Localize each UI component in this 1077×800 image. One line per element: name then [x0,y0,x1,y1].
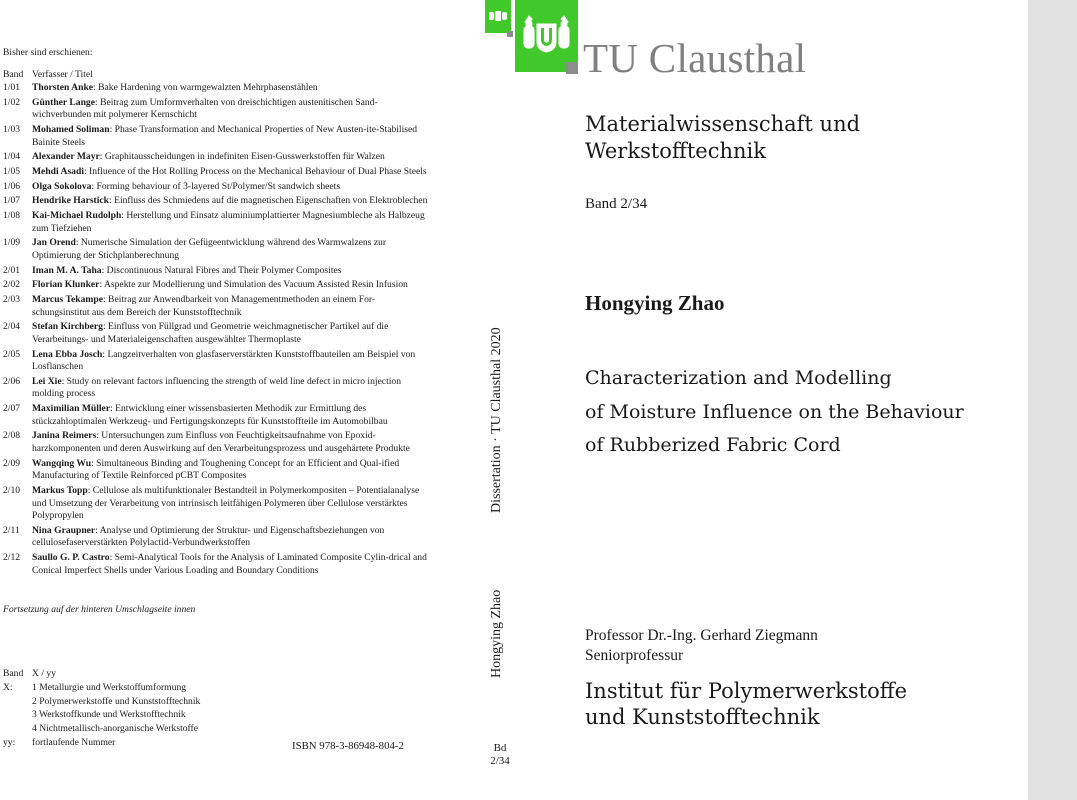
volume-title: : Forming behaviour of 3-layered St/Polymer/St sandwich sheets [91,180,341,192]
volume-author: Florian Klunker [32,279,100,291]
institute-line-2: und Kunststofftechnik [585,705,820,729]
volume-author: Stefan Kirchberg [32,321,103,333]
spine-bd-label: Bd [493,742,507,754]
list-item [3,525,428,550]
volume-title: : Entwicklung einer wissensbasierten Methodik zur Ermittlung des stückzahloptimalen Werkzeug- und Fertigungskonzepts für Kunststoffteile im Automobilbau [32,403,388,427]
key-label: X: [3,681,13,693]
title-line-3: of Rubberized Fabric Cord [585,434,841,456]
volume-number: 2/12 [3,552,21,564]
list-item [3,321,428,346]
list-item [3,552,428,577]
list-item [3,294,428,319]
volume-author: Günther Lange [32,96,95,108]
volume-number: 2/09 [3,457,21,469]
volume-title: : Bake Hardening von warmgewalzten Mehrphasenstählen [93,82,318,93]
list-item [3,195,428,208]
list-item [3,349,428,374]
volume-number: 1/02 [3,96,21,108]
list-item [3,458,428,483]
volume-author: Alexander Mayr [32,151,100,163]
list-item [3,376,428,401]
list-item [3,430,428,455]
volume-title: : Numerische Simulation der Gefügeentwicklung während des Warmwalzens zur Optimierung der Stichplanberechnung [32,237,387,261]
list-item [3,265,428,278]
professor-name: Professor Dr.-Ing. Gerhard Ziegmann [585,627,818,644]
list-item [3,166,428,179]
key-label: Band [3,668,24,679]
key-value: 4 Nichtmetallisch-anorganische Werkstoffe [32,723,199,735]
volume-number: 1/08 [3,210,21,221]
continuation-note: Fortsetzung auf der hinteren Umschlagseite innen [3,604,196,615]
key-row [3,723,433,737]
key-label: yy: [3,736,16,748]
professor-role: Seniorprofessur [585,647,684,664]
volume-author: Mehdi Asadi [32,165,84,177]
volume-number: 2/10 [3,484,21,496]
list-item [3,124,428,149]
volume-number: 2/04 [3,321,21,333]
volume-number: 2/01 [3,264,21,276]
volume-author: Marcus Tekampe [32,293,103,305]
volume-title: : Einfluss des Schmiedens auf die magnetischen Eigenschaften von Elektroblechen [109,195,428,207]
header-band: Band [3,69,24,80]
list-item [3,82,428,95]
volume-title: : Analyse und Optimierung der Struktur- und Eigenschaftsbeziehungen von cellulosefaserverstärkten Polylactid-Verbundwerkstoffen [32,524,385,549]
list-item [3,485,428,523]
title-line-1: Characterization and Modelling [585,367,892,389]
volume-author: Wangqing Wu [32,457,92,469]
logo-small-square [485,0,511,33]
volume-number: 2/06 [3,375,21,387]
institute-line-1: Institut für Polymerwerkstoffe [585,679,908,703]
volume-number: 2/07 [3,403,21,415]
volume-title: : Influence of the Hot Rolling Process on the Mechanical Behaviour of Dual Phase Steels [83,165,427,177]
list-item [3,151,428,164]
volume-number: 2/03 [3,293,21,305]
volume-author: Hendrike Harstick [32,195,110,207]
volume-number: 1/04 [3,151,21,163]
author-name: Hongying Zhao [585,291,725,315]
viewer-background-strip [1028,0,1077,800]
volume-author: Thorsten Anke [32,82,94,93]
volume-author: Markus Topp [32,484,88,496]
key-value: 1 Metallurgie und Werkstoffumformung [32,681,187,693]
volume-number: 1/06 [3,180,21,192]
spine-bd-number: 2/34 [490,755,510,767]
volume-number: 2/05 [3,348,21,360]
spine-dissertation-text: Dissertation · TU Clausthal 2020 [489,327,504,513]
band-number: Band 2/34 [585,196,648,212]
institute [585,678,907,730]
back-cover [0,0,440,800]
series-title [585,111,860,165]
volume-title: : Simultaneous Binding and Toughening Concept for an Efficient and Qual-ified Manufacturing of Textile Reinforced pCBT Composites [32,457,400,482]
supervisor [585,626,818,666]
volume-title: : Beitrag zum Umformverhalten von dreischichtigen austenitischen Sand-wichverbunden mit polymerer Kernschicht [32,96,378,121]
spine-band [480,742,520,768]
volume-number: 1/03 [3,123,21,135]
volume-author: Olga Sokolova [32,180,92,192]
volume-author: Lena Ebba Josch [32,348,103,360]
volume-title: : Discontinuous Natural Fibres and Their Polymer Composites [101,264,342,276]
volume-title: : Aspekte zur Modellierung und Simulation des Vacuum Assisted Resin Infusion [99,279,408,291]
volume-number: 1/05 [3,165,21,177]
logo-gray-square [566,62,578,74]
volume-title: : Cellulose als multifunktionaler Bestandteil in Polymerkompositen – Potentialanalyse und Umsetzung der Verarbeitung von intrinsisch leitfähigen Polymeren über Cellulose verstärktes Polypropylen [32,484,420,522]
volume-title: : Einfluss von Füllgrad und Geometrie weichmagnetischer Partikel auf die Verarbeitungs- und Materialeigenschaften ausgewählter Thermoplaste [32,321,389,345]
key-row [3,696,433,710]
volume-number: 1/09 [3,237,21,249]
volume-author: Nina Graupner [32,524,96,536]
logo-small-gray-square [507,31,513,37]
volume-author: Mohamed Soliman [32,123,110,135]
volume-title: : Beitrag zur Anwendbarkeit von Managementmethoden an einem For-schungsinstitut aus dem Bereich der Kunststofftechnik [32,293,376,318]
volume-title: : Study on relevant factors influencing the strength of weld line defect in micro injection molding process [32,375,401,400]
volume-author: Maximilian Müller [32,403,111,415]
spine-author: Hongying Zhao [489,589,504,678]
intro-text: Bisher sind erschienen: [3,47,93,58]
list-item [3,97,428,122]
brand-name: TU Clausthal [583,35,807,81]
volume-list [3,82,428,579]
title-line-2: of Moisture Influence on the Behaviour [585,400,964,423]
volume-title: : Herstellung und Einsatz aluminiumplattierter Magnesiumbleche als Halbzeug zum Tiefziehen [32,210,425,234]
volume-title: : Semi-Analytical Tools for the Analysis of Laminated Composite Cylin-drical and Conical Imperfect Shells under Various Loading and Boundary Conditions [32,552,427,576]
coat-of-arms-small-icon [485,0,511,33]
key-value: 3 Werkstoffkunde und Werkstofftechnik [32,709,186,721]
volume-author: Saullo G. P. Castro [32,552,110,564]
series-line-2: Werkstofftechnik [585,139,766,163]
volume-title: : Phase Transformation and Mechanical Properties of New Austen-ite-Stabilised Bainite Steels [32,123,418,148]
series-line-1: Materialwissenschaft und [585,112,861,136]
header-authors-title: Verfasser / Titel [32,69,93,80]
volume-author: Janina Reimers [32,430,97,442]
key-value: fortlaufende Nummer [32,736,116,748]
volume-author: Lei Xie [32,375,62,387]
band-key [3,668,433,751]
volume-title: : Langzeitverhalten von glasfaserverstärkten Kunststoffbauteilen am Beispiel von Losflanschen [32,348,416,373]
volume-number: 1/01 [3,82,21,93]
key-row [3,682,433,696]
volume-number: 2/11 [3,524,20,536]
list-item [3,210,428,235]
volume-author: Iman M. A. Taha [32,264,102,276]
list-item [3,181,428,194]
key-value: X / yy [32,668,56,679]
volume-number: 1/07 [3,195,21,207]
list-item [3,279,428,292]
key-row [3,709,433,723]
list-item [3,237,428,262]
key-value: 2 Polymerwerkstoffe und Kunststofftechnik [32,695,201,707]
thesis-title [585,362,964,463]
volume-number: 2/02 [3,279,21,291]
volume-title: : Untersuchungen zum Einfluss von Feuchtigkeitsaufnahme von Epoxid-harzkomponenten und deren Auswirkung auf den Verarbeitungsprozess und ausgehärtete Produkte [32,430,410,454]
key-row [3,668,433,682]
isbn: ISBN 978-3-86948-804-2 [292,740,404,752]
volume-author: Jan Orend [32,237,76,249]
list-item [3,403,428,428]
volume-title: : Graphitausscheidungen in indefiniten Eisen-Gusswerkstoffen für Walzen [99,151,385,163]
volume-number: 2/08 [3,430,21,442]
volume-author: Kai-Michael Rudolph [32,210,122,221]
